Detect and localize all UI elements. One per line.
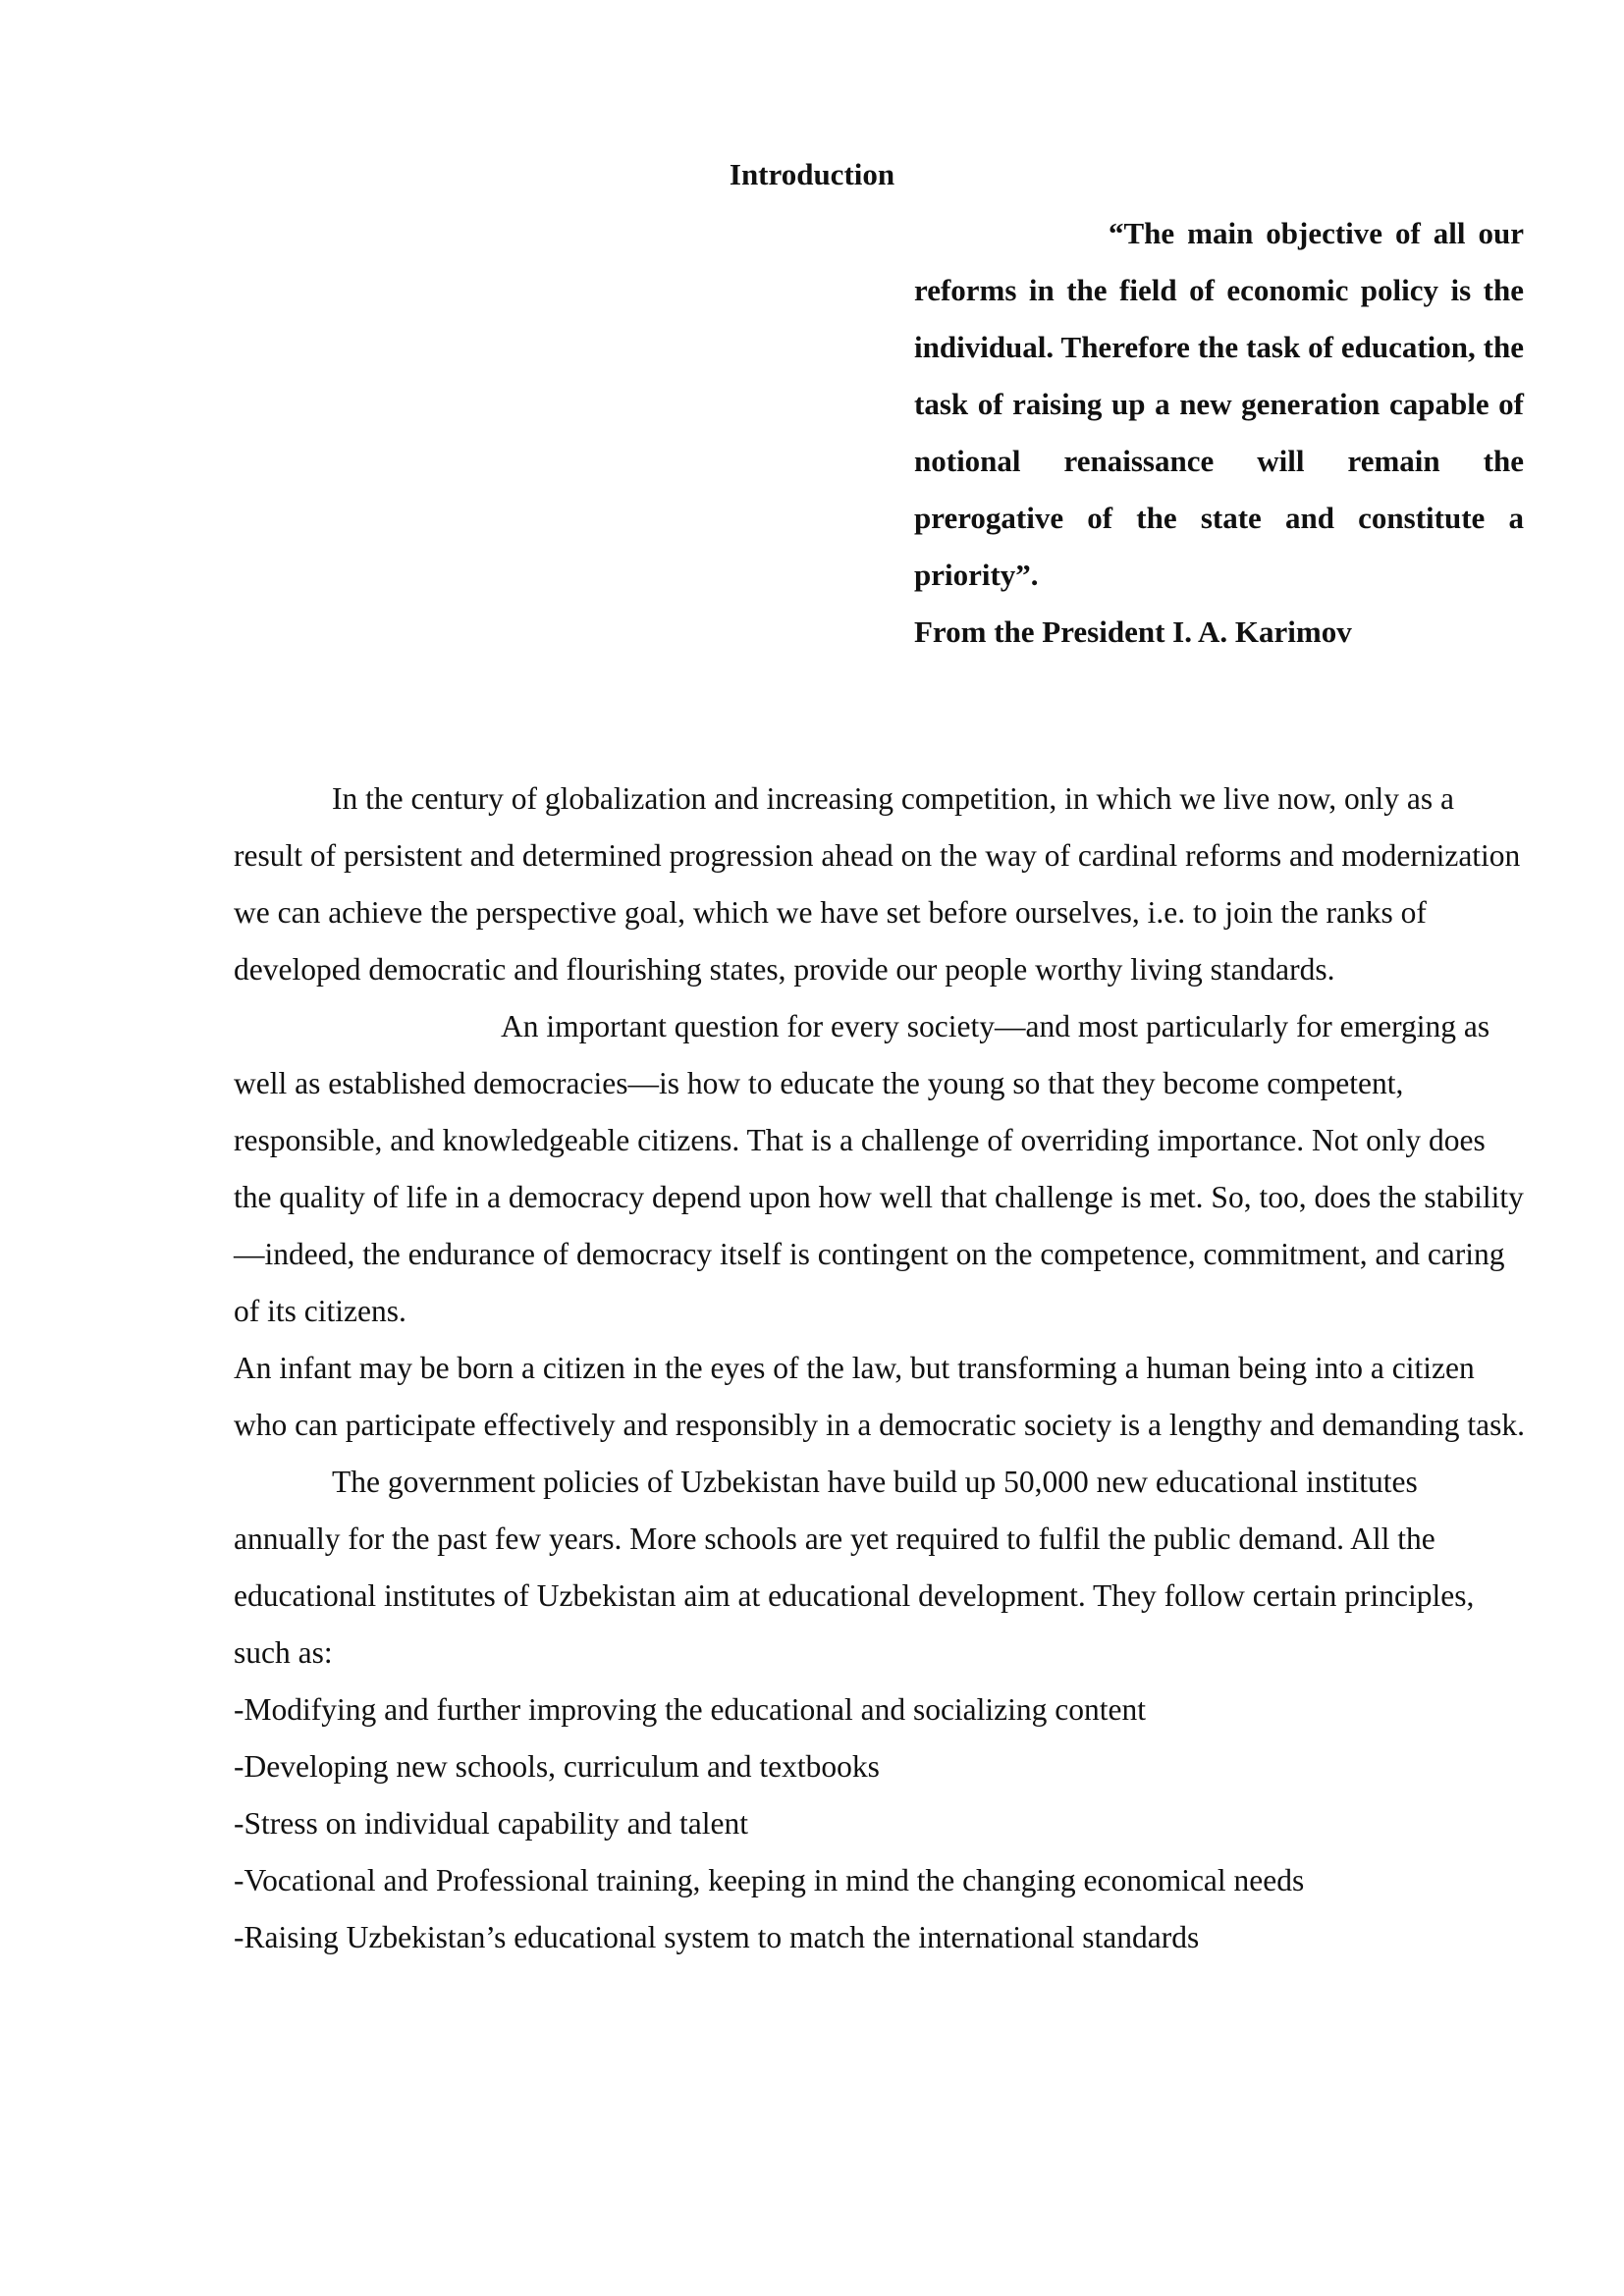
paragraph-infant-citizen: An infant may be born a citizen in the eyes of the law, but transforming a human being into a citizen who can participate effectively and responsibly in a democratic society is a lengthy and demanding task. (234, 1351, 1525, 1442)
principle-list-item: -Vocational and Professional training, keeping in mind the changing economical needs (234, 1863, 1305, 1897)
paragraph-globalization: In the century of globalization and increasing competition, in which we live now, only as a result of persistent and determined progression ahead on the way of cardinal reforms and modernization we can achieve the perspective goal, which we have set before ourselves, i.e. to join the ranks of developed democratic and flourishing states, provide our people worthy living standards. (234, 781, 1521, 987)
body-text (234, 771, 1530, 1966)
principle-list-item: -Stress on individual capability and talent (234, 1806, 749, 1841)
epigraph (914, 205, 1524, 661)
principle-list-item: -Raising Uzbekistan’s educational system to match the international standards (234, 1920, 1200, 1954)
paragraph-democracy-question: An important question for every society—and most particularly for emerging as well as established democracies—is how to educate the young so that they become competent, responsible, and knowledgeable citizens. That is a challenge of overriding importance. Not only does the quality of life in a democracy depend upon how well that challenge is met. So, too, does the stability—indeed, the endurance of democracy itself is contingent on the competence, commitment, and caring of its citizens. (234, 1009, 1524, 1328)
epigraph-quote: “The main objective of all our reforms in the field of economic policy is the individual. Therefore the task of education, the task of raising up a new generation capable of notional renaissance will remain the prerogative of the state and constitute a priority”. (914, 216, 1524, 592)
principle-list-item: -Developing new schools, curriculum and textbooks (234, 1749, 880, 1784)
page-title: Introduction (729, 157, 895, 191)
paragraph-government-policies: The government policies of Uzbekistan have build up 50,000 new educational institutes annually for the past few years. More schools are yet required to fulfil the public demand. All the educational institutes of Uzbekistan aim at educational development. They follow certain principles, such as: (234, 1465, 1475, 1670)
principle-list-item: -Modifying and further improving the educational and socializing content (234, 1692, 1146, 1727)
epigraph-attribution: From the President I. A. Karimov (914, 614, 1352, 649)
